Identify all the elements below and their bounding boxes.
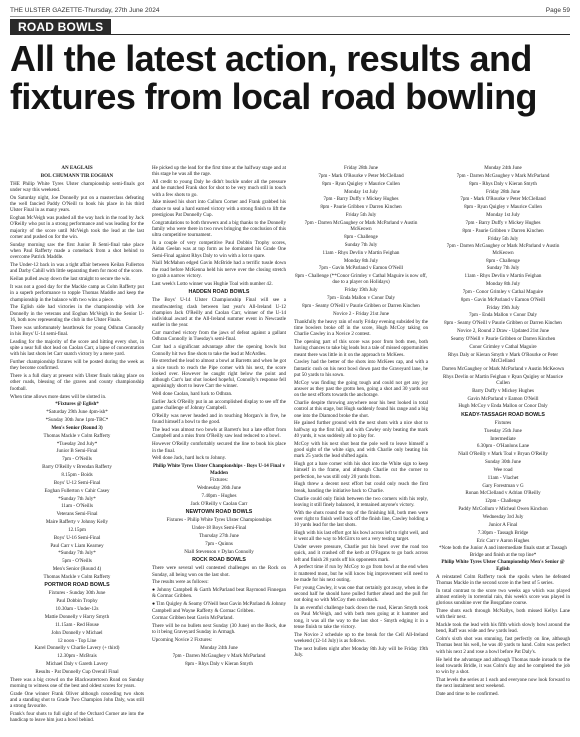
article-paragraph: There is a full diary at present with Ulster finals taking place on other roads, blessing of the graves and county championship football. [10, 373, 144, 392]
article-paragraph: 8pm - Challenge [344, 234, 378, 240]
article-paragraph: *Sunday 7th July* [58, 550, 96, 557]
article-paragraph: Paul Carr v Liam Kearney [50, 542, 104, 549]
article-paragraph: The next bullets night after Monday 8th July will be Friday 19th July. [294, 645, 428, 659]
article-paragraph: Congratulations to both throwers and a big thanks to the Donnelly family who were there in two rows bringing the conclusion of this ultra competitive tournament. [152, 219, 286, 239]
article-paragraph: Hugh McCoy v Enda Mallon or Conor Daly [458, 403, 548, 410]
article-paragraph: There was a big crowd on the Blackwatertown Road on Sunday morning to witness one of the best and oldest scores for years. [10, 676, 144, 689]
article-paragraph: Thursday 27th June [199, 533, 239, 540]
article-paragraph: 8pm - Gavin McParland v Eamon O'Neill [460, 296, 546, 303]
article-paragraph: Well done Caolan, hard luck to Odhran. [152, 391, 233, 398]
article-paragraph: 7pm - Darren McGaughey or Mark McParland v Austin McKeown [304, 219, 418, 233]
article-paragraph: Wee road [493, 466, 513, 473]
article-paragraph: On Saturday night, Joe Donnelly put on a masterclass defeating the well fancied Paddy O'Neill to book his place in his third Ulster Final in as many years. [10, 194, 144, 214]
article-paragraph: 12pm - Challenge [484, 498, 522, 505]
article-paragraph: Cormac Gribben beat Gavin McParland. [152, 615, 234, 622]
article-paragraph: Thankfully the heavy rain of early Friday evening subsided by the time bowlers broke off in the score, Hugh McCoy taking on Charlie Cawley in a Novice 2 contest. [294, 318, 428, 338]
article-paragraph: NEWTOWN ROAD BOWLS [185, 509, 253, 516]
article-paragraph: *Sunday 30th June 1pm-TBC* [45, 417, 109, 424]
article-paragraph: 11.15am - Red House [55, 621, 99, 628]
article-paragraph: 8pm - Rhys Daly v Kieran Smyth [469, 180, 537, 187]
article-paragraph: 7pm - Barry Duffy v Mickey Hughes [323, 196, 399, 203]
article-paragraph: Paddy McCollum v Micheal Owen Kinchon [458, 506, 548, 513]
article-paragraph: There was unfortunately heartbreak for young Odhran Connolly in his Boys' U-14 semi-final. [10, 324, 144, 337]
article-paragraph: 8.15pm - Boids [61, 472, 93, 478]
article-paragraph: Wednesday 26th June [197, 485, 241, 492]
article-paragraph: Gary Forestman v G [482, 482, 524, 489]
article-paragraph: Junior A Final [488, 521, 518, 528]
article-paragraph: 6.30pm - O'Hanlons Lane [476, 443, 530, 450]
section-rule [10, 34, 570, 35]
article-paragraph: 11am - Rhys Devlin v Martin Feighan [464, 273, 542, 280]
article-paragraph: Friday 19th July [486, 304, 520, 311]
page-number: Page 59 [545, 6, 570, 14]
article-paragraph: 8pm - Ryan Quigley v Maurice Cullen [464, 204, 542, 211]
article-paragraph: He held the advantage and although Thomas made inroads to the lead towards Bridle, it was Colm's day and he completed the job to win by a shot. [436, 656, 570, 676]
article-paragraph: Boys' U-12 Semi-Final [53, 479, 101, 486]
article-paragraph: Veterans Semi-Final [56, 511, 98, 518]
masthead-rule [10, 16, 570, 17]
article-paragraph: Fixtures - Philip White Tyres Ulster Championships [166, 517, 272, 524]
article-paragraph: 7.30pm - Tassagh Bridge [477, 529, 529, 536]
article-paragraph: KEADY-TASSAGH ROAD BOWLS [461, 411, 545, 418]
article-paragraph: The Eglish side had victories in the championship with Joe Donnelly in the veterans and Eoghan McVeigh in the Senior U-16, both now representing the club in the Ulster Finals. [10, 304, 144, 323]
article-paragraph: O'Reilly was never headed and in touching Morgan's in five, he found himself a bowl to the good. [152, 413, 286, 426]
article-paragraph: Barry O'Reilly v Brendan Rafferty [42, 464, 112, 471]
article-paragraph: Frank's four shots to full sight of the Orchard Corner ate into the handicap to leave him just a bowl behind. [10, 711, 144, 724]
article-paragraph: Monday 1st July [486, 212, 520, 219]
article-paragraph: 12 noon - Top Line [57, 637, 97, 644]
article-paragraph: Friday 5th July [345, 212, 377, 219]
article-paragraph: Sunday 7th July [486, 265, 520, 272]
article-paragraph: Last week's Lotto winner was Hughie Toal with number 42. [152, 280, 273, 287]
article-paragraph: 7pm - O'Neills [62, 456, 92, 463]
article-paragraph: Paul Dobbin Trophy [56, 598, 98, 605]
article-paragraph: The opening part of this score was poor from both men, both having chances to take big leads but a tale of missed opportunities meant there was little in it on the approach to McKees. [294, 339, 428, 358]
article-paragraph: Niall McMahon edged Gavin McBride had a terrific tussle down the road before McKenna held his nerve over the closing stretch to grab a narrow victory. [152, 260, 286, 279]
article-paragraph: Well done Jack, hard luck to Johnny. [152, 455, 227, 462]
article-paragraph: Earlier Jack O'Reilly put in an accomplished display to see off the game challenge of Johnny Campbell. [152, 399, 286, 412]
article-paragraph: 7pm - Mark O'Rourke v Peter McClelland [460, 196, 546, 203]
article-paragraph: Friday 28th June [486, 188, 520, 195]
article-paragraph: 11am - Vlachet [487, 474, 519, 481]
article-paragraph: Monday 8th July [343, 257, 379, 264]
article-paragraph: Novice 2 - Friday 21st June [333, 310, 389, 317]
article-paragraph: Sunday 7th July [344, 241, 378, 248]
article-paragraph: When time allows more dates will be slotted in. [10, 393, 107, 400]
article-paragraph: Philip White Tyres Ulster Championships - Boys U-14 Final v Madden [152, 463, 286, 476]
article-paragraph: Intermediate [490, 435, 516, 442]
article-paragraph: A perfect time if run by McCoy to go from bowl at the end when it mattered most, but he will know big improvement will need to be made for his next outing. [294, 564, 428, 583]
article-paragraph: Hugh with his last effort got his bowl across left to right well, and it went all the way to McGirrs to set a very testing target. [294, 529, 428, 543]
article-paragraph: Gavin McParland v Eamon O'Neill [467, 395, 539, 402]
article-paragraph: With the shots round the top of the finishing hill, both men were over right to finish well back off the finish line, Cawley holding a 10 yards lead for the last shots. [294, 509, 428, 529]
article-paragraph: Sunday 30th June [485, 459, 521, 466]
article-paragraph: Three shots each through McNallys, both missed Kellys Lane with their next. [436, 608, 570, 621]
article-paragraph: Niall Stevenson v Dylan Connolly [184, 548, 254, 555]
article-paragraph: The results were as follows: [152, 579, 209, 586]
article-paragraph: BOL CHUMANN TIR EOGHAN [40, 172, 114, 179]
article-paragraph: 7pm - Conor Grimley v Cathal Maguire [462, 288, 544, 295]
article-paragraph: Hugh threw a decent next effort but could only reach the first break, handing the initiative back to Charlie. [294, 481, 428, 494]
article-paragraph: 8pm - Challenge (**Conor Grimley v Cathal Maguire is now off, due to a player on Holidays) [295, 273, 427, 286]
article-columns [10, 165, 570, 731]
article-paragraph: Charlie could only finish between the two corners with his reply, leaving it still finely balanced, it remained anyone's victory. [294, 495, 428, 508]
article-paragraph: Keilan pulled away down the last straight to secure the win. [10, 276, 131, 283]
article-paragraph: Men's Senior (Round 3) [51, 424, 103, 431]
article-paragraph: Monday 8th July [485, 281, 521, 288]
article-paragraph: Karel Donnelly v Charlie Lavery (+ third) [34, 645, 120, 652]
article-paragraph: Jake missed his short into Callum Corner and Frank grabbed his chance to seal a hard earned victory with a strong finish to lift the prestigious Pat Donnelly Cup. [152, 199, 286, 218]
article-paragraph: Colm's sixth shot was stunning, fast perfectly on line, although Thomas beat his well, he was 40 yards to hand. Colm was perfect with his next 2 and rose a bowl before Pat Daly's. [436, 636, 570, 655]
article-paragraph: Upcoming Novice 2 Fixtures: [152, 637, 213, 644]
article-paragraph: For young Cawley, it was one that certainly got away, when in the second half he should have pulled further ahead and the pull for not doing so with McCoy then comeback. [294, 584, 428, 604]
article-paragraph: 7pm - Darren McGaughey v Mark McParland [456, 172, 550, 179]
article-paragraph: THE Philip White Tyres Ulster championship semi-finals got under way this weekend. [10, 180, 144, 193]
article-paragraph: 7pm - Enda Mallon v Conor Daly [326, 295, 396, 302]
article-paragraph: Hugh got a bare corner with his shot into the White sign to keep himself in the frame, and although Charlie cut the corner to perfection, he was still only 20 yards from. [294, 461, 428, 480]
article-paragraph: Cawley had the better of the shots into McKees cap, and with a fantastic cush on his next bowl down past the Graveyard lane, he put 50 yards to his sown. [294, 359, 428, 378]
article-paragraph: Fixtures [494, 419, 512, 426]
article-paragraph: Ronan McClelland v Adrian O'Reilly [465, 490, 541, 497]
article-paragraph: Darren McGaughey or Mark McParland v Austin McKeown [441, 365, 565, 372]
article-paragraph: Barry Duffy v Mickey Hughes [472, 387, 534, 394]
article-paragraph: Rhys Devlin or Martin Feighan v Ryan Quigley or Maurice Cullen [443, 373, 563, 386]
article-paragraph: Sunday morning saw the first Junior B Semi-final take place when Paul Rafferty made a comeback from a shot behind to overcome Patrick Maddle. [10, 241, 144, 261]
article-paragraph: Friday 19th July [344, 287, 378, 294]
article-paragraph: The lead was almost two bowls at Barrett's but a late effort from Campbell and a miss from O'Reilly saw lead reduced to a bowl. [152, 427, 286, 440]
article-paragraph: Thomas Mackle v Colm Rafferty [43, 573, 111, 580]
article-paragraph: Wednesday 3rd July [482, 514, 524, 520]
article-paragraph: There were several well contested challenges on the Rock on Sunday, all being won on the last shot. [152, 565, 286, 578]
article-paragraph: Under-18 Boys Semi-Final [191, 525, 247, 532]
column-4 [436, 165, 570, 731]
article-paragraph: Fixtures: [210, 477, 228, 484]
article-paragraph: *Sunday 7th July* [58, 495, 96, 502]
column-1 [10, 165, 144, 731]
article-paragraph: The Boys' U-14 Ulster Championship Final will see a mouthwatering clash between last year's All-Ireland U-12 champion Jack O'Reilly and Caolan Carr, winner of the U-14 individual award at the All-Ireland summer event in Newcastle earlier in the year. [152, 297, 286, 329]
article-paragraph: Tuesday 25th June [484, 427, 522, 434]
article-paragraph: Boys' U-16 Semi-Final [53, 534, 101, 541]
article-paragraph: Charlie despite throwing anywhere near his best looked in total control at this stage, but Hugh suddenly found his range and a big one into the Diamond broke the shot. [294, 400, 428, 419]
article-paragraph: 7pm - Barry Duffy v Mickey Hughes [465, 219, 541, 226]
article-paragraph: *Note both the Junior A and intermediate finals start at Tassagh Bridge and finish at the top line* [439, 545, 567, 558]
article-paragraph: Monday 1st July [344, 188, 378, 195]
article-paragraph: Rhys Daly or Kieran Smyth v Mark O'Rourke or Peter McClelland [447, 351, 559, 364]
article-paragraph: He picked up the lead for the first time at the halfway stage and at this stage he was all the rage. [152, 165, 286, 178]
article-paragraph: 8pm - Paurie Gribben v Darren Kinchen [462, 227, 544, 234]
article-paragraph: 7pm - Quinns [205, 540, 233, 547]
article-paragraph: Fixtures - Sunday 30th June [48, 590, 106, 597]
article-paragraph: Mackle took the lead with his fifth which slowly bowl around the bend, Raff was wide and few yards lead. [436, 622, 570, 635]
article-paragraph: 8pm - Rhys Daly v Kieran Smyth [185, 660, 253, 667]
article-paragraph: 7pm - Darren McGaughey v Mark McParland [172, 653, 266, 659]
article-paragraph: Thomas Mackle v Colm Rafferty [43, 432, 111, 439]
article-paragraph: McCoy was finding the going tough and could not get any joy answer as they past the grotto hen, going a shot and 30 yards out on the next efforts towards the anchorage. [294, 379, 428, 399]
article-paragraph: All credit to young Daly he didn't buckle under all the pressure and he matched Frank shot for shot to be very much still in touch with a few shots to go. [152, 179, 286, 198]
article-paragraph: 7pm - Mark O'Rourke v Peter McClelland [318, 172, 404, 179]
article-paragraph: McCoy with his next shot beat the pole well to leave himself a good sight of the white sign, and with Charlie only beating his mark 25 yards the lead shifted again. [294, 440, 428, 460]
article-paragraph: Monday 24th June [200, 645, 238, 652]
article-paragraph: Further championship fixtures will be posted during the week as they become confirmed. [10, 359, 144, 372]
article-paragraph: Men's Senior (Round 4) [52, 566, 102, 573]
article-paragraph: ROCK ROAD BOWLS [192, 557, 246, 563]
article-paragraph: 7.40pm - Hughes [201, 493, 237, 500]
article-paragraph: 12.15pm [68, 526, 86, 533]
article-paragraph: Eric Carr v Aaron Hughes [476, 537, 530, 544]
article-paragraph: 5pm - O'Neills [62, 558, 92, 565]
article-paragraph: Results - Pat Donnelly Cup Overall Final [35, 668, 119, 675]
article-paragraph: Junior B Semi-Final [56, 448, 98, 455]
article-paragraph: Monday 24th June [484, 165, 522, 171]
article-paragraph: Mattie Donnelly v Harry Smyth [44, 614, 110, 620]
article-paragraph: 8pm - Ryan Quigley v Maurice Cullen [322, 180, 400, 187]
article-paragraph: There will be no bullets next Sunday (30 June) on the Rock, due to it being Graveyard Sunday in Armagh. [152, 623, 286, 636]
article-paragraph: 7pm - Enda Mallon v Conor Daly [468, 312, 538, 319]
article-paragraph: PORTMOR ROAD BOWLS [44, 582, 110, 589]
article-paragraph: 8pm - Seamy O'Neill v Paurie Gribben or Darren Kinchen [302, 303, 420, 309]
article-paragraph: 8pm - Paurie Gribben v Darren Kinchen [320, 204, 402, 211]
article-paragraph: Eoghan Fullerton v Cahir Casey [44, 487, 110, 494]
article-paragraph: AN EAGLAIS [61, 165, 93, 171]
article-paragraph: That levels the series at 1 each and everyone now look forward to the next instalment next weekend. [436, 676, 570, 690]
article-paragraph: Carr had a significant advantage after the opening bowls but Connolly hit two fine shots to take the lead at McArdles. [152, 344, 286, 357]
article-paragraph: Date and time to be confirmed. [436, 690, 499, 697]
article-paragraph: Conor Grimley v Cathal Maguire [469, 343, 537, 350]
article-paragraph: In total contrast to the score two weeks ago which was played almost entirely in torrential rain, this week's score was played in glorious sunshine over the Bosgafane course. [436, 587, 570, 607]
article-paragraph: It was not a good day for the Mackle camp as Colm Rafferty put in a superb performance to topple Thomas Maddle and keep the championship in the balance with two wins a piece. [10, 284, 144, 303]
article-paragraph: He gained further ground with the next shots with a nice shot to halfway up the first hill, and with Cawley only beating the mark 40 yards, it was suddenly all to play for. [294, 420, 428, 439]
article-paragraph: Grade One winner Frank Oliver although conceding two shots and a standing shot to Grade Two Champion John Daly, was still a strong favourite. [10, 690, 144, 710]
article-paragraph: *Fixtures @ Eglish* [55, 401, 99, 408]
article-paragraph: 10.30am - Under-12s [55, 606, 99, 613]
article-paragraph: Friday 28th June [344, 165, 378, 171]
masthead [10, 4, 570, 16]
article-paragraph: *Tuesday 2nd July* [56, 440, 98, 447]
article-paragraph: Carr marched victory from the jaws of defeat against a gallant Odhran Connolly in Tuesday's semi-final. [152, 330, 286, 343]
article-paragraph: Michael Daly v Gareth Lavery [46, 661, 108, 668]
article-paragraph: The Under-12 back in was a tight affair between Keilan Fullerton and Darby Cahill with little separating them for most of the score. [10, 262, 144, 275]
article-paragraph: 12.30pm - McBrais [57, 653, 97, 660]
article-paragraph: Eoghan McVeigh was pushed all the way back in the road by Jack O'Reilly who put in a strong performance and was leading for the majority of the score until McVeigh took the lead at the last corner and pushed on for the win. [10, 215, 144, 240]
article-paragraph: A reinstated Colm Rafferty took the spoils when he defeated Thomas Mackle in the second score in the best of 5 series. [436, 573, 570, 586]
article-paragraph: In a couple of very competitive Paul Dobbin Trophy scores, Aidan Geelan was at top form as he dominated his Grade One Semi-Final against Rhys Daly to win with a lot to spare. [152, 240, 286, 259]
article-paragraph: Jack O'Reilly v Caolan Carr [190, 500, 248, 507]
article-paragraph: HADDEN ROAD BOWLS [188, 289, 250, 296]
article-paragraph: 7pm - Gavin McParland v Eamon O'Neill [318, 265, 404, 272]
article-paragraph: The Novice 2 schedule up to the break for the Cell All-Ireland weekend (12-14 July) is as follows. [294, 631, 428, 644]
article-paragraph: Friday 5th July [487, 235, 519, 242]
article-paragraph: Under severe pressure, Charlie put his bowl over the road too quick, and it crashed off the kerb at O'Fagans to go back across left and finish 28 yards off his opponents mark. [294, 544, 428, 563]
article-paragraph: ● Tim Quigley & Seamy O'Neill beat Gavin McParland & Johnny Campbell and Wayne Rafferty & Cormac Gribben. [152, 601, 286, 614]
article-paragraph: Novice 2, Round 2 Draw - Updated 21st June [456, 328, 550, 335]
article-paragraph: *Saturday 29th June 4pm-ish* [46, 409, 108, 416]
section-tab: ROAD BOWLS [10, 19, 111, 35]
article-paragraph: Leading for the majority of the score and hitting every shot, in spite a near full shot lead on Caolan Carr, a lapse of concentration with his last shots let Carr snatch victory by a mere yard. [10, 338, 144, 358]
column-2 [152, 165, 286, 731]
article-paragraph: Niall O'Reilly v Mark Toal v Bryan O'Reilly [458, 451, 548, 458]
article-paragraph: ● Johnny Campbell & Garth McParland beat Raymond Finnegan & Cormac Gribben. [152, 587, 286, 600]
article-paragraph: 11am - Rhys Devlin v Martin Feighan [322, 249, 400, 256]
article-paragraph: Maire Rafferty v Johnny Kelly [45, 519, 109, 526]
masthead-paper-date: THE ULSTER GAZETTE-Thursday, 27th June 2024 [10, 6, 160, 14]
article-paragraph: 8pm - Seamy O'Neill v Paurie Gribben or Darren Kinchen [444, 320, 562, 327]
article-paragraph: 11am - O'Neills [61, 503, 93, 510]
article-paragraph: John Donnelly v Michael [51, 629, 103, 636]
column-3 [294, 165, 428, 731]
page-headline: All the latest action, results and fixtures from local road bowling [10, 38, 537, 117]
article-paragraph: 8pm - Challenge [486, 257, 520, 264]
article-paragraph: Seamy O'Neill v Paurie Gribben or Darren Kinchen [450, 335, 556, 342]
article-paragraph: He stretched the lead to almost a bowl at Barretts and when he got a nice touch to reach the Pipe corner with his next, the score looked over. However he caught right below the point and although Carr's last shot looked hopeful, Connolly's response fell agonisingly short to leave Carr the winner. [152, 358, 286, 390]
article-paragraph: Philip White Tyres Ulster Championship Men's Senior @ Eglish [441, 559, 565, 572]
article-paragraph: However O'Reilly comfortably secured the line to book his place in the final. [152, 441, 286, 454]
article-paragraph: 7pm - Darren McGaughey or Mark McParland v Austin McKeown [446, 243, 560, 256]
article-paragraph: In an eventful challenge back down the road, Kieran Smyth took on Paul McVeigh, and with both men going at it hammer and tong, it was all the way to the last shot - Smyth edging it in a tense finish to take the victory. [294, 605, 428, 630]
